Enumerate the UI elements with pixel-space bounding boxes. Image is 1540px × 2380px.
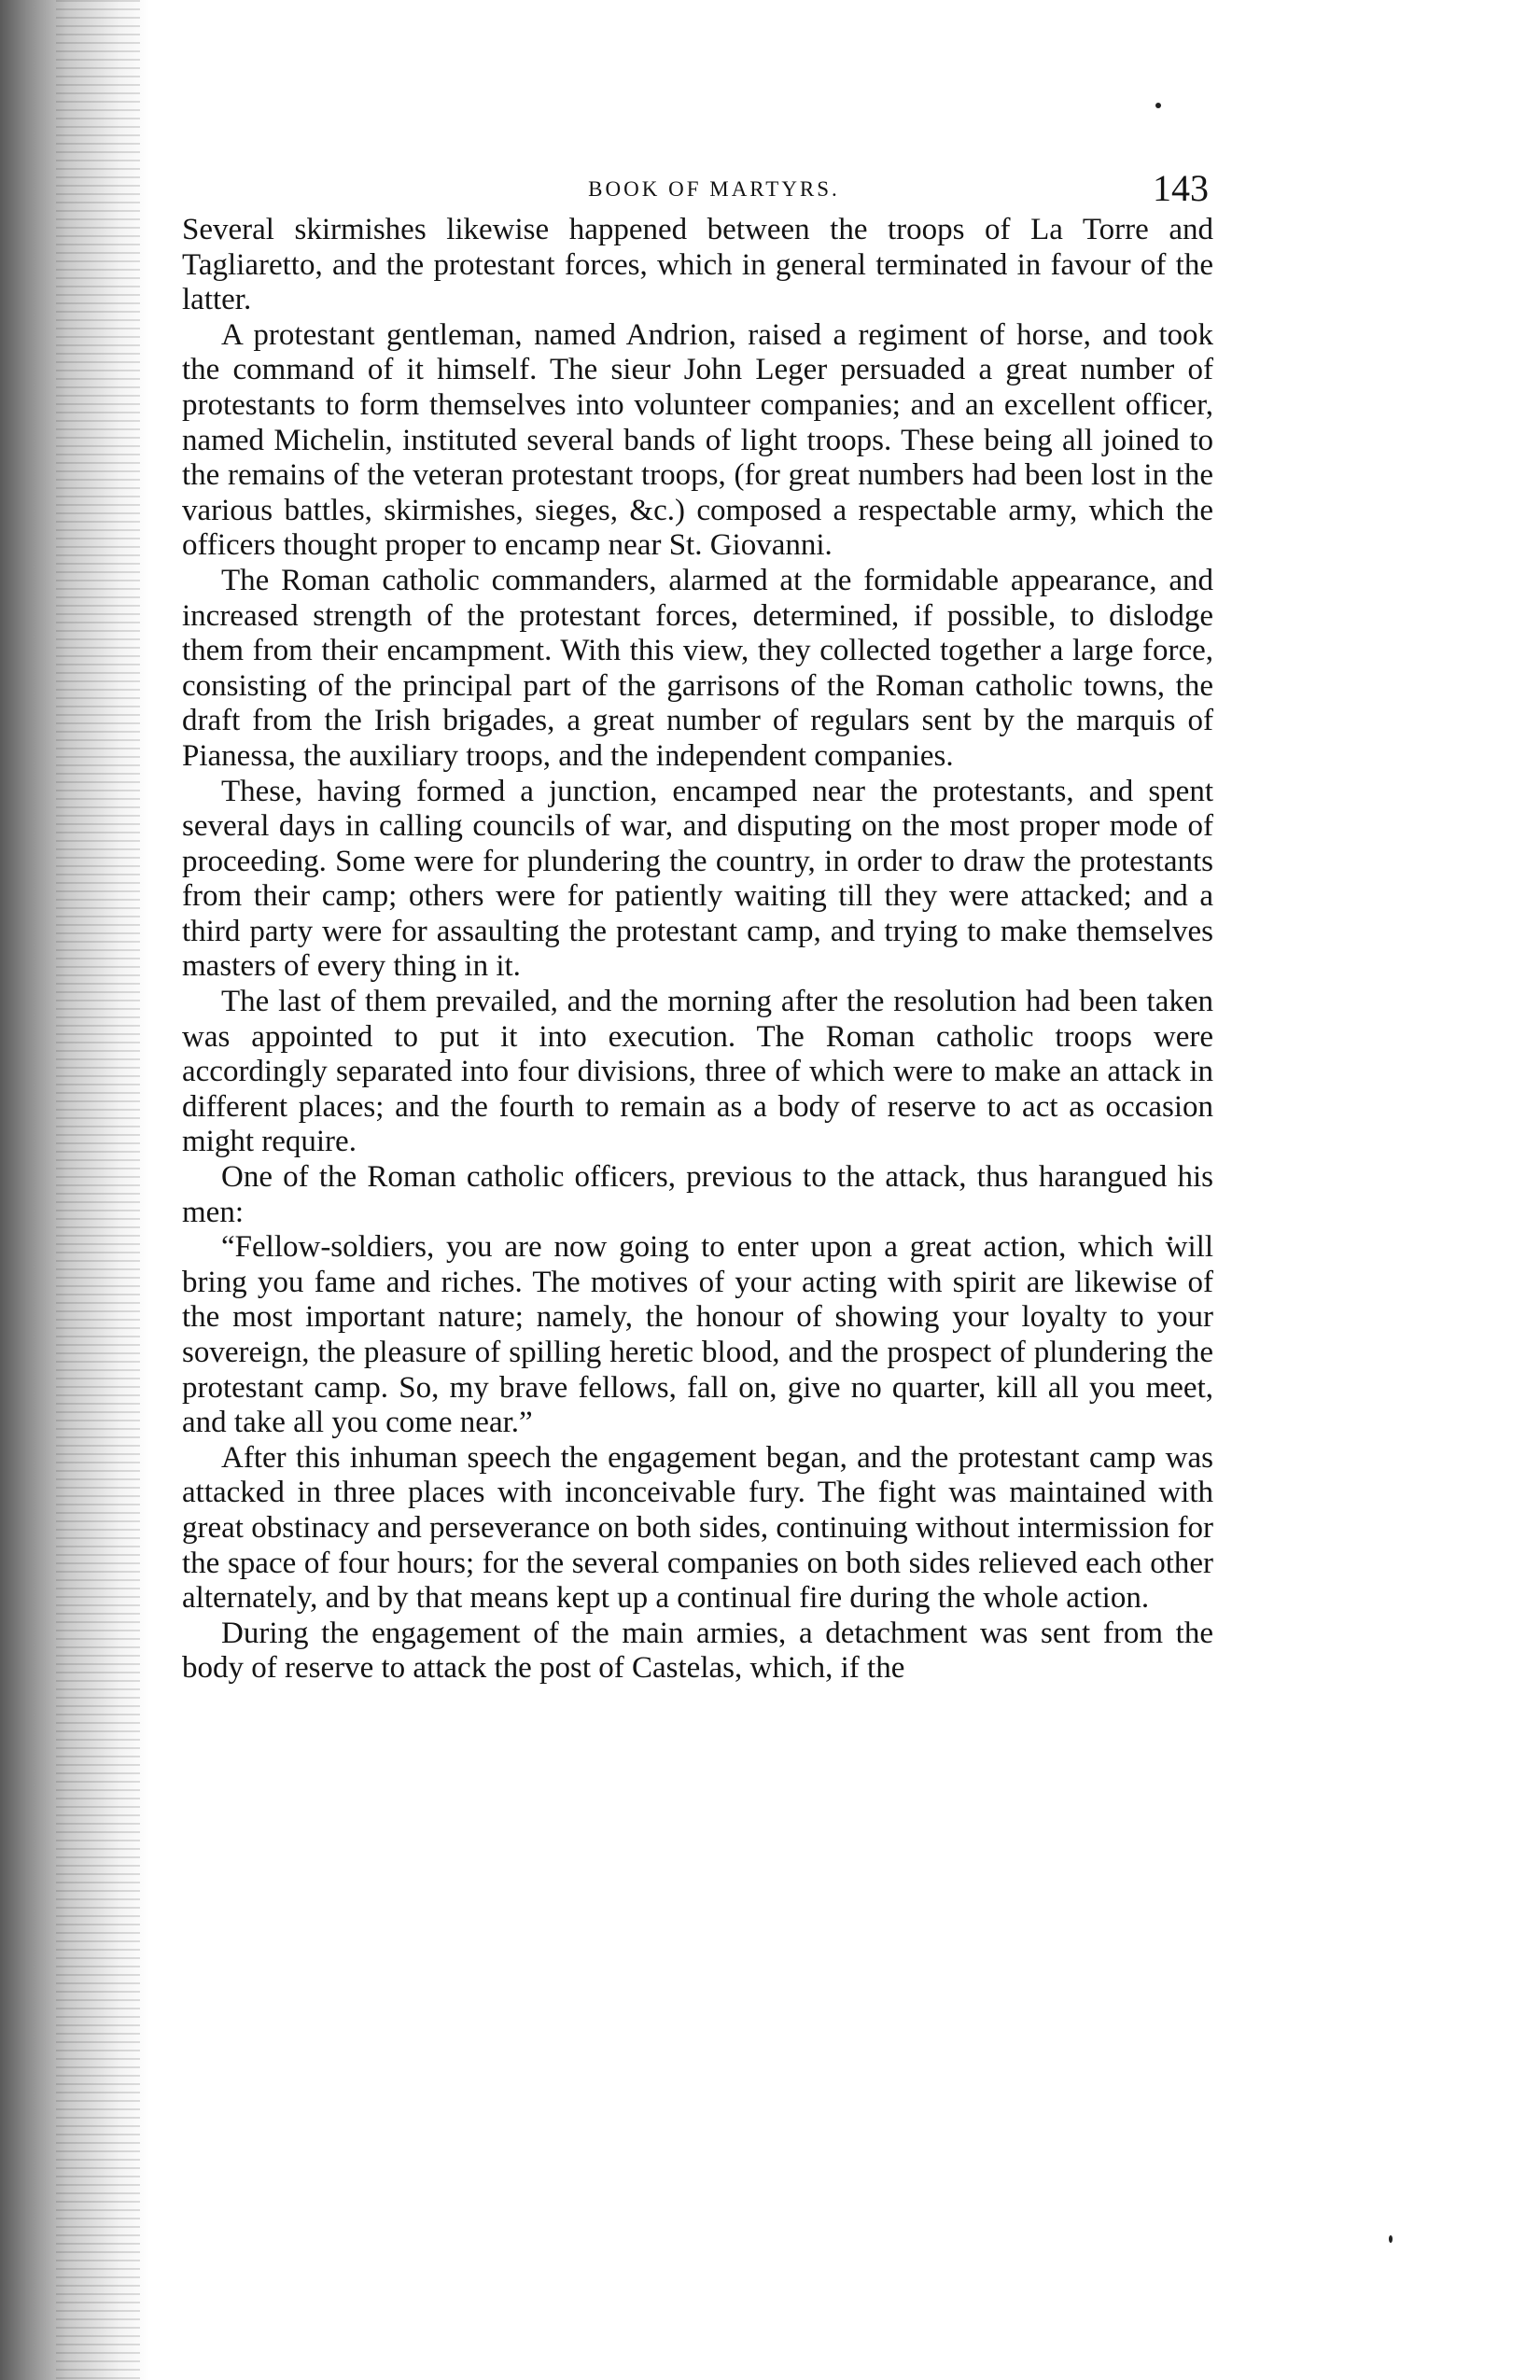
paragraph: Several skirmishes likewise happened between the troops of La Torre and Tagliaretto, and the protestant forces, which in general terminated in favour of the latter. [182, 213, 1213, 317]
page-binding-texture [56, 0, 140, 2380]
paragraph: A protestant gentleman, named Andrion, raised a regiment of horse, and took the command of it himself. The sieur John Leger persuaded a great number of protestants to form themselves into volunteer companies; and an excellent officer, named Michelin, instituted several bands of light troops. These being all joined to the remains of the veteran protestant troops, (for great numbers had been lost in the various battles, skirmishes, sieges, &c.) composed a respectable army, which the officers thought proper to encamp near St. Giovanni. [182, 317, 1213, 563]
page-number: 143 [1153, 167, 1209, 209]
paragraph: After this inhuman speech the engagement began, and the protestant camp was attacked in three places with inconceivable fury. The fight was maintained with great obstinacy and perseverance on both sides, continuing without intermission for the space of four hours; for the several companies on both sides relieved each other alternately, and by that means kept up a continual fire during the whole action. [182, 1440, 1213, 1616]
body-text [182, 213, 1213, 1687]
paragraph: During the engagement of the main armies, a detachment was sent from the body of reserve to attack the post of Castelas, which, if the [182, 1616, 1213, 1686]
paragraph: The last of them prevailed, and the morning after the resolution had been taken was appointed to put it into execution. The Roman catholic troops were accordingly separated into four divisions, three of which were to make an attack in different places; and the fourth to remain as a body of reserve to act as occasion might require. [182, 985, 1213, 1159]
margin-speck [1389, 2235, 1393, 2243]
running-title: BOOK OF MARTYRS. [588, 177, 840, 201]
paragraph: One of the Roman catholic officers, previous to the attack, thus harangued his men: [182, 1160, 1213, 1229]
quoted-speech: “Fellow-soldiers, you are now going to enter upon a great action, which will bring you fame and riches. The motives of your acting with spirit are likewise of the most important nature; namely, the honour of showing your loyalty to your sovereign, the pleasure of spilling heretic blood, and the prospect of plundering the protestant camp. So, my brave fellows, fall on, give no quarter, kill all you meet, and take all you come near.” [182, 1230, 1213, 1440]
paragraph: These, having formed a junction, encamped near the protestants, and spent several days in calling councils of war, and disputing on the most proper mode of proceeding. Some were for plundering the country, in order to draw the protestants from their camp; others were for patiently waiting till they were attacked; and a third party were for assaulting the protestant camp, and trying to make themselves masters of every thing in it. [182, 774, 1213, 984]
margin-speck [1155, 103, 1161, 108]
paragraph: The Roman catholic commanders, alarmed at the formidable appearance, and increased strength of the protestant forces, determined, if possible, to dislodge them from their encampment. With this view, they collected together a large force, consisting of the principal part of the garrisons of the Roman catholic towns, the draft from the Irish brigades, a great number of regulars sent by the marquis of Pianessa, the auxiliary troops, and the independent companies. [182, 563, 1213, 773]
